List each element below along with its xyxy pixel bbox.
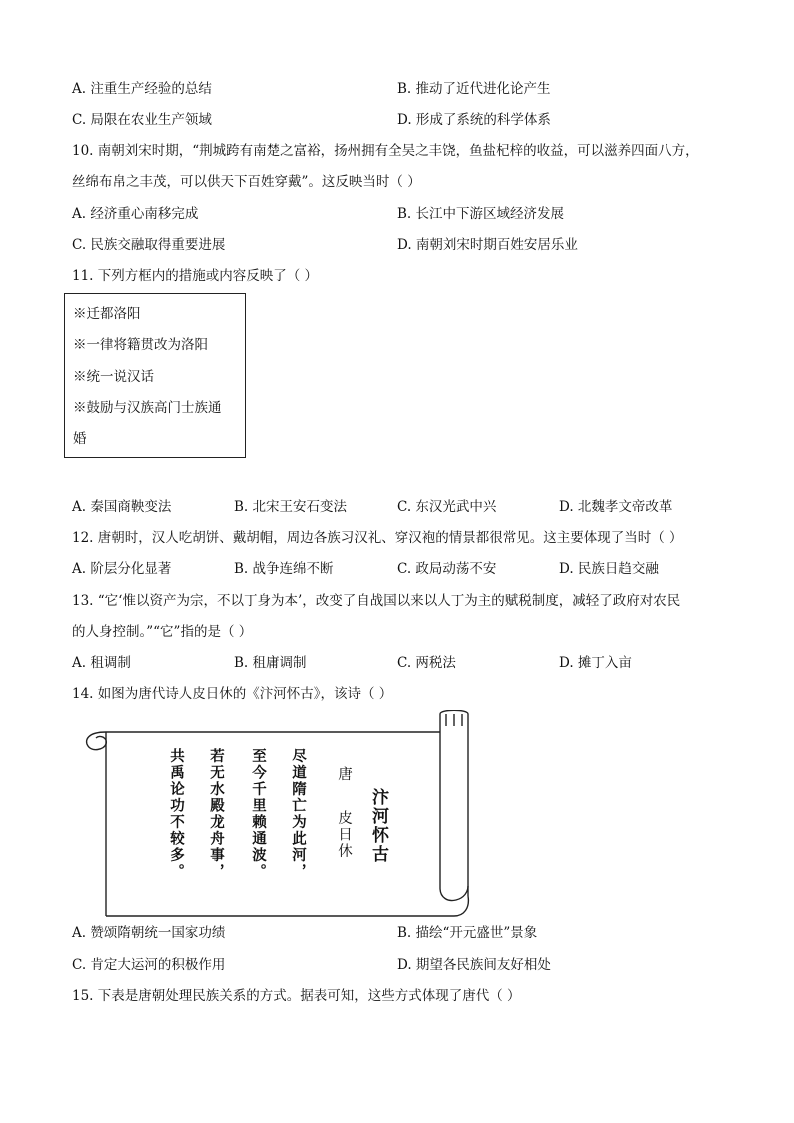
q12-option-c: C. 政局动荡不安 xyxy=(397,561,497,577)
q10-stem-line2: 丝绵布帛之丰茂，可以供天下百姓穿戴”。这反映当时（ ） xyxy=(72,174,421,190)
q11-option-b: B. 北宋王安石变法 xyxy=(234,499,348,515)
q14-option-b: B. 描绘“开元盛世”景象 xyxy=(397,925,538,941)
q12-stem: 12. 唐朝时，汉人吃胡饼、戴胡帽，周边各族习汉礼、穿汉袍的情景都很常见。这主要体现了当时（ ） xyxy=(72,530,683,546)
q9-option-d: D. 形成了系统的科学体系 xyxy=(397,112,551,128)
q9-option-a: A. 注重生产经验的总结 xyxy=(72,81,212,97)
box-item-4-cont: 婚 xyxy=(73,431,87,447)
q14-option-a: A. 赞颂隋朝统一国家功绩 xyxy=(72,925,226,941)
q14-option-d: D. 期望各民族间友好相处 xyxy=(397,957,551,973)
q10-stem-line1: 10. 南朝刘宋时期，“荆城跨有南楚之富裕，扬州拥有全吴之丰饶，鱼盐杞梓的收益，可以滋养四面八方， xyxy=(72,143,699,159)
poem-author: 皮日休 xyxy=(336,810,352,860)
q12-option-a: A. 阶层分化显著 xyxy=(72,561,172,577)
q12-option-b: B. 战争连绵不断 xyxy=(234,561,334,577)
q13-option-c: C. 两税法 xyxy=(397,655,456,671)
q11-option-d: D. 北魏孝文帝改革 xyxy=(559,499,673,515)
box-item-2: ※一律将籍贯改为洛阳 xyxy=(73,337,208,353)
q10-option-c: C. 民族交融取得重要进展 xyxy=(72,237,226,253)
box-item-1: ※迁都洛阳 xyxy=(73,306,141,322)
q14-stem: 14. 如图为唐代诗人皮日休的《汴河怀古》，该诗（ ） xyxy=(72,686,393,702)
q11-option-a: A. 秦国商鞅变法 xyxy=(72,499,172,515)
q13-stem-line2: 的人身控制。”“它”指的是（ ） xyxy=(72,624,253,640)
box-item-4: ※鼓励与汉族高门士族通 xyxy=(73,400,222,416)
poem-line-1: 尽道隋亡为此河， xyxy=(290,748,306,880)
poem-dynasty: 唐 xyxy=(336,766,352,783)
q10-option-a: A. 经济重心南移完成 xyxy=(72,206,199,222)
box-item-3: ※统一说汉话 xyxy=(73,369,154,385)
q11-stem: 11. 下列方框内的措施或内容反映了（ ） xyxy=(72,268,319,284)
q9-option-b: B. 推动了近代进化论产生 xyxy=(397,81,551,97)
q11-content-box xyxy=(64,293,246,458)
q12-option-d: D. 民族日趋交融 xyxy=(559,561,659,577)
poem-line-2: 至今千里赖通波。 xyxy=(250,748,266,880)
poem-line-4: 共禹论功不较多。 xyxy=(168,748,184,880)
q10-option-b: B. 长江中下游区域经济发展 xyxy=(397,206,565,222)
poem-title: 汴河怀古 xyxy=(368,788,388,864)
q13-option-b: B. 租庸调制 xyxy=(234,655,307,671)
q11-option-c: C. 东汉光武中兴 xyxy=(397,499,497,515)
q13-stem-line1: 13. “它‘惟以资产为宗，不以丁身为本’，改变了自战国以来以人丁为主的赋税制度，减轻了政府对农民 xyxy=(72,593,681,609)
poem-scroll-image xyxy=(78,710,470,918)
q13-option-d: D. 摊丁入亩 xyxy=(559,655,632,671)
q15-stem: 15. 下表是唐朝处理民族关系的方式。据表可知，这些方式体现了唐代（ ） xyxy=(72,988,521,1004)
poem-line-3: 若无水殿龙舟事， xyxy=(208,748,224,880)
q13-option-a: A. 租调制 xyxy=(72,655,131,671)
q10-option-d: D. 南朝刘宋时期百姓安居乐业 xyxy=(397,237,578,253)
scroll-graphic xyxy=(78,710,470,918)
q9-option-c: C. 局限在农业生产领域 xyxy=(72,112,212,128)
q14-option-c: C. 肯定大运河的积极作用 xyxy=(72,957,226,973)
